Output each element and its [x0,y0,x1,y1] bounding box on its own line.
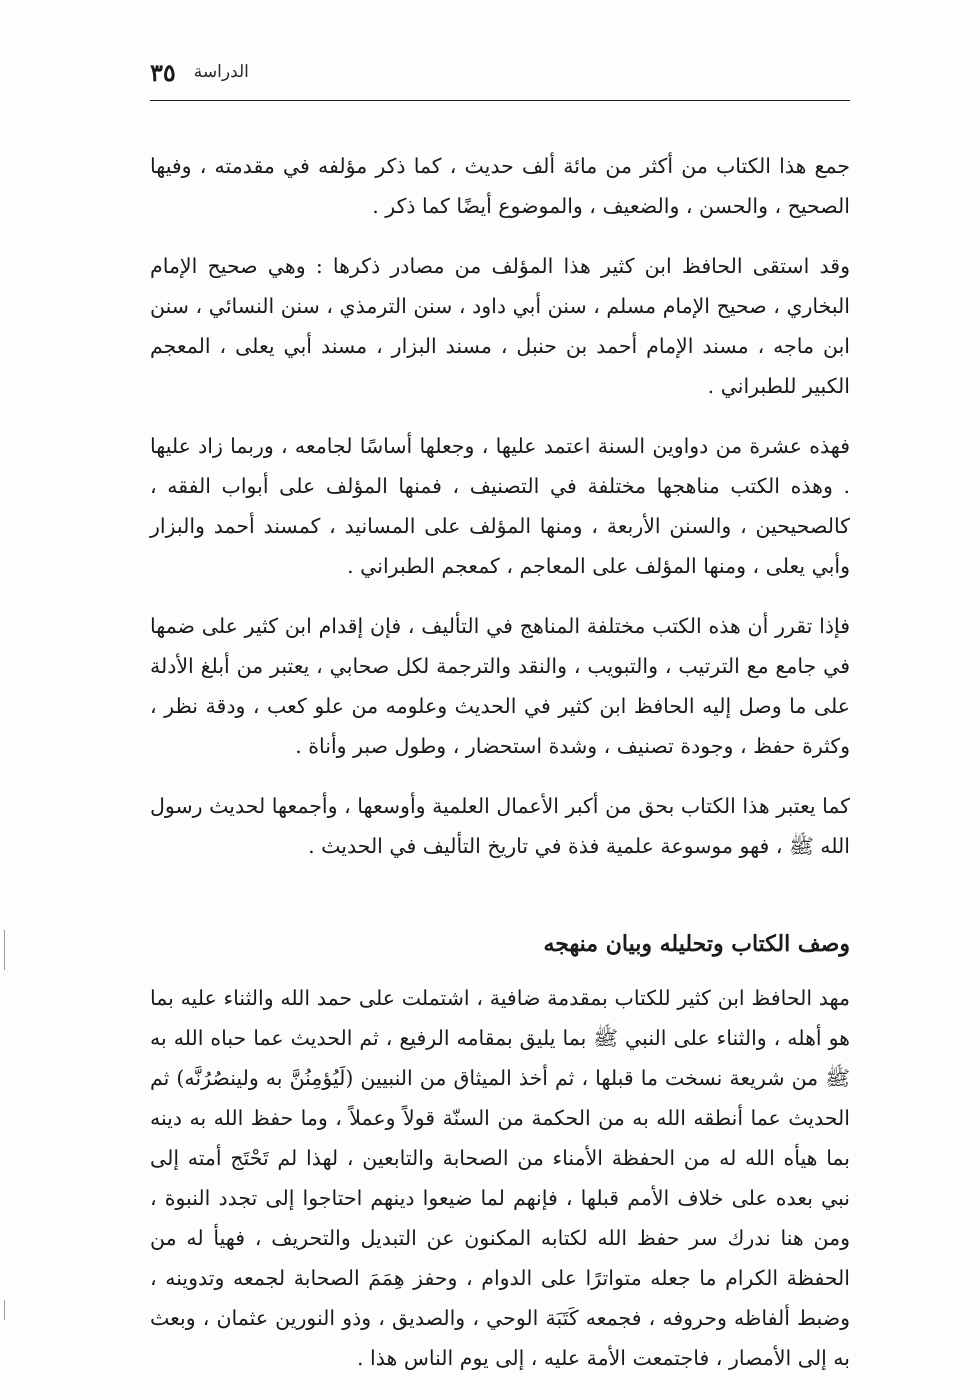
running-section-title: الدراسة [193,62,249,82]
page-body [150,140,850,1398]
running-header [150,56,850,88]
margin-scan-mark [4,1300,5,1320]
paragraph-book-contents: جمع هذا الكتاب من أكثر من مائة ألف حديث ، كما ذكر مؤلفه في مقدمته ، وفيها الصحيح ، والحسن ، والضعيف ، والموضوع أيضًا كما ذكر . [150,154,850,218]
paragraph-ten-collections: فهذه عشرة من دواوين السنة اعتمد عليها ، وجعلها أساسًا لجامعه ، وربما زاد عليها . وهذه الكتب مناهجها مختلفة في التصنيف ، فمنها المؤلف على أبواب الفقه ، كالصحيحين ، والسنن الأربعة ، ومنها المؤلف على المسانيد ، كمسند أحمد والبزار وأبي يعلى ، ومنها المؤلف على المعاجم ، كمعجم الطبراني . [150,434,850,578]
paragraph-sources: وقد استقى الحافظ ابن كثير هذا المؤلف من مصادر ذكرها : وهي صحيح الإمام البخاري ، صحيح الإمام مسلم ، سنن أبي داود ، سنن الترمذي ، سنن النسائي ، سنن ابن ماجه ، مسند الإمام أحمد بن حنبل ، مسند البزار ، مسند أبي يعلى ، المعجم الكبير للطبراني . [150,254,850,398]
paragraph-author-merit: فإذا تقرر أن هذه الكتب مختلفة المناهج في التأليف ، فإن إقدام ابن كثير على ضمها في جامع مع الترتيب ، والتبويب ، والنقد والترجمة لكل صحابي ، يعتبر من أبلغ الأدلة على ما وصل إليه الحافظ ابن كثير في الحديث وعلومه من علو كعب ، ودقة نظر ، وكثرة حفظ ، وجودة تصنيف ، وشدة استحضار ، وطول صبر وأناة . [150,614,850,758]
paragraph-encyclopedia: كما يعتبر هذا الكتاب بحق من أكبر الأعمال العلمية وأوسعها ، وأجمعها لحديث رسول الله ﷺ ، فهو موسوعة علمية فذة في تاريخ التأليف في الحديث . [150,794,850,858]
header-rule [150,100,850,101]
margin-scan-mark [4,930,5,970]
section-heading: وصف الكتاب وتحليله وبيان منهجه [543,931,850,957]
paragraph-introduction-description: مهد الحافظ ابن كثير للكتاب بمقدمة ضافية ، اشتملت على حمد الله والثناء عليه بما هو أهله ، والثناء على النبي ﷺ بما يليق بمقامه الرفيع ، ثم الحديث عما حباه الله به ﷺ من شريعة نسخت ما قبلها ، ثم أخذ الميثاق من النبيين (لَيُؤمِنُنَّ به ولينصُرُنَّه) ثم الحديث عما أنطقه الله به من الحكمة من السنّة قولاً وعملاً ، وما حفظ الله به دينه بما هيأه الله له من الحفظة الأمناء من الصحابة والتابعين ، لهذا لم تَحْتَج أمته إلى نبي بعده على خلاف الأمم قبلها ، فإنهم لما ضيعوا دينهم احتاجوا إلى تجدد النبوة ، ومن هنا ندرك سر حفظ الله لكتابه المكنون عن التبديل والتحريف ، فهيأ له من الحفظة الكرام ما جعله متواترًا على الدوام ، وحفز هِمَمَ الصحابة لجمعه وتدوينه ، وضبط ألفاظه وحروفه ، فجمعه كَتَبَة الوحي ، والصديق ، وذو النورين عثمان ، وبعث به إلى الأمصار ، فاجتمعت الأمة عليه ، إلى يوم الناس هذا . [150,986,850,1370]
page-number: ٣٥ [150,57,176,87]
